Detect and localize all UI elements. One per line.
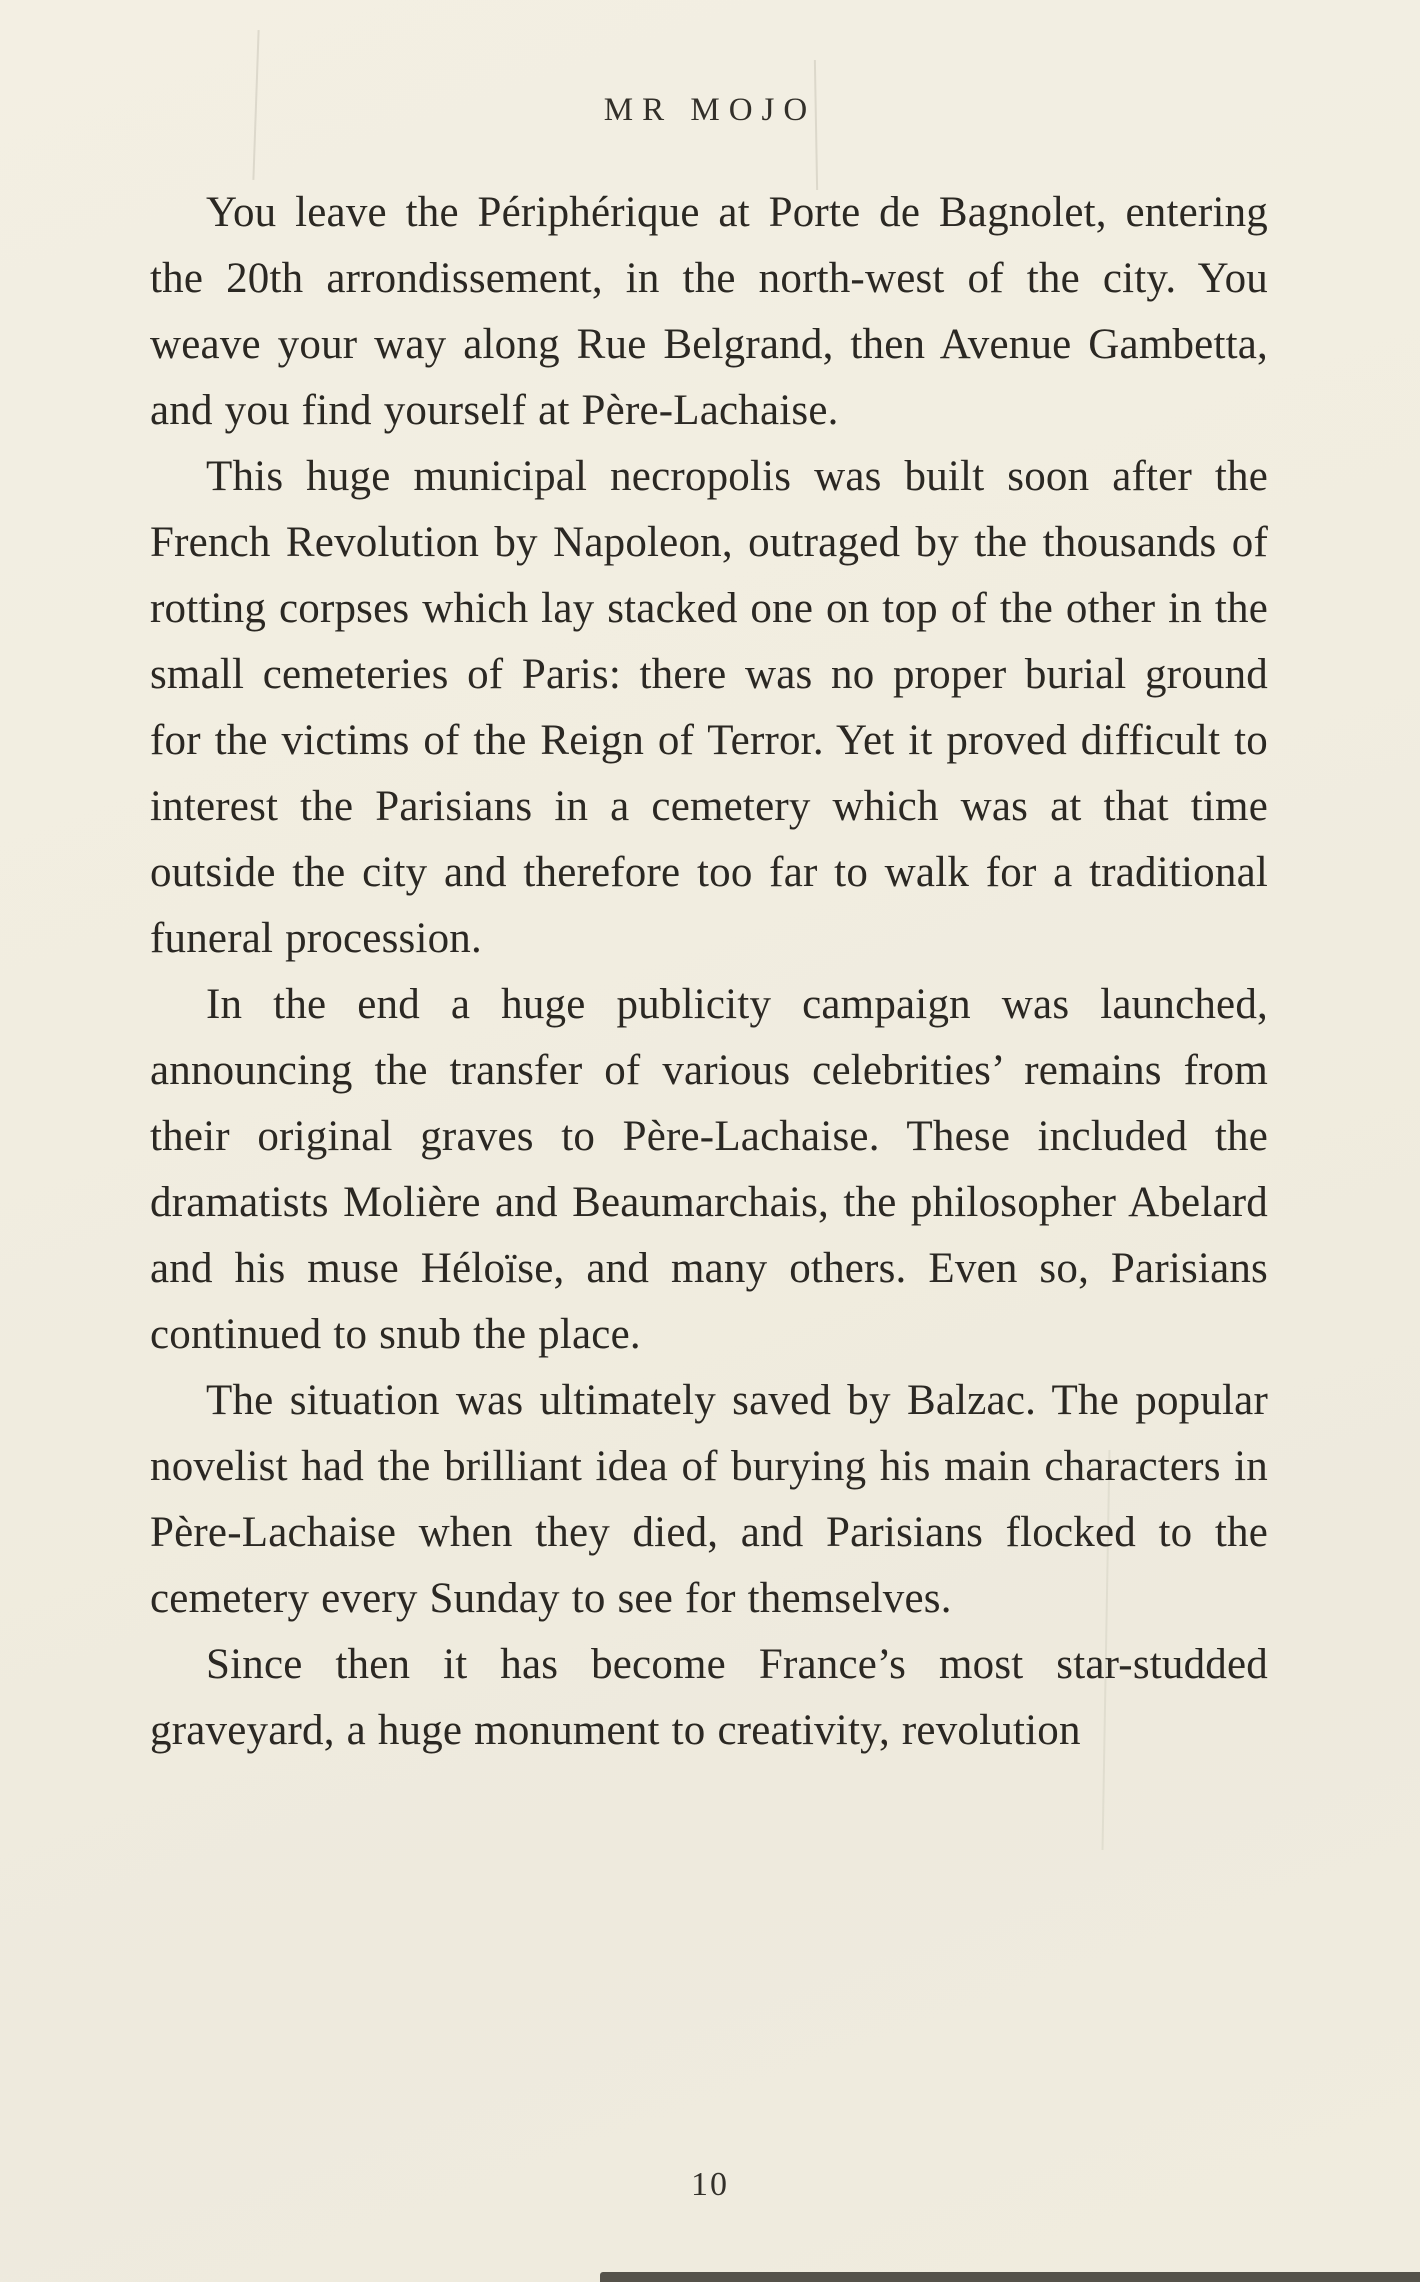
page-number: 10: [691, 2166, 729, 2203]
running-header: MR MOJO: [603, 92, 817, 128]
body-paragraph: The situation was ultimately saved by Balzac. The popular novelist had the brilliant idea of burying his main characters in Père-Lachaise when they died, and Parisians flocked to the cemetery every Sunday to see for themselves.: [150, 1377, 1268, 1622]
body-paragraph: In the end a huge publicity campaign was launched, announcing the transfer of various celebrities’ remains from their original graves to Père-Lachaise. These included the dramatists Molière and Beaumarchais, the philosopher Abelard and his muse Héloïse, and many others. Even so, Parisians continued to snub the place.: [150, 981, 1268, 1358]
body-paragraph: Since then it has become France’s most star-studded graveyard, a huge monument to creativity, revolution: [150, 1641, 1268, 1754]
body-text-block: [150, 180, 1268, 1764]
body-paragraph: You leave the Périphérique at Porte de Bagnolet, entering the 20th arrondissement, in the north-west of the city. You weave your way along Rue Belgrand, then Avenue Gambetta, and you find yourself at Père-Lachaise.: [150, 189, 1268, 434]
scan-edge-artifact: [600, 2272, 1420, 2282]
body-paragraph: This huge municipal necropolis was built soon after the French Revolution by Napoleon, outraged by the thousands of rotting corpses which lay stacked one on top of the other in the small cemeteries of Paris: there was no proper burial ground for the victims of the Reign of Terror. Yet it proved difficult to interest the Parisians in a cemetery which was at that time outside the city and therefore too far to walk for a traditional funeral procession.: [150, 453, 1268, 962]
